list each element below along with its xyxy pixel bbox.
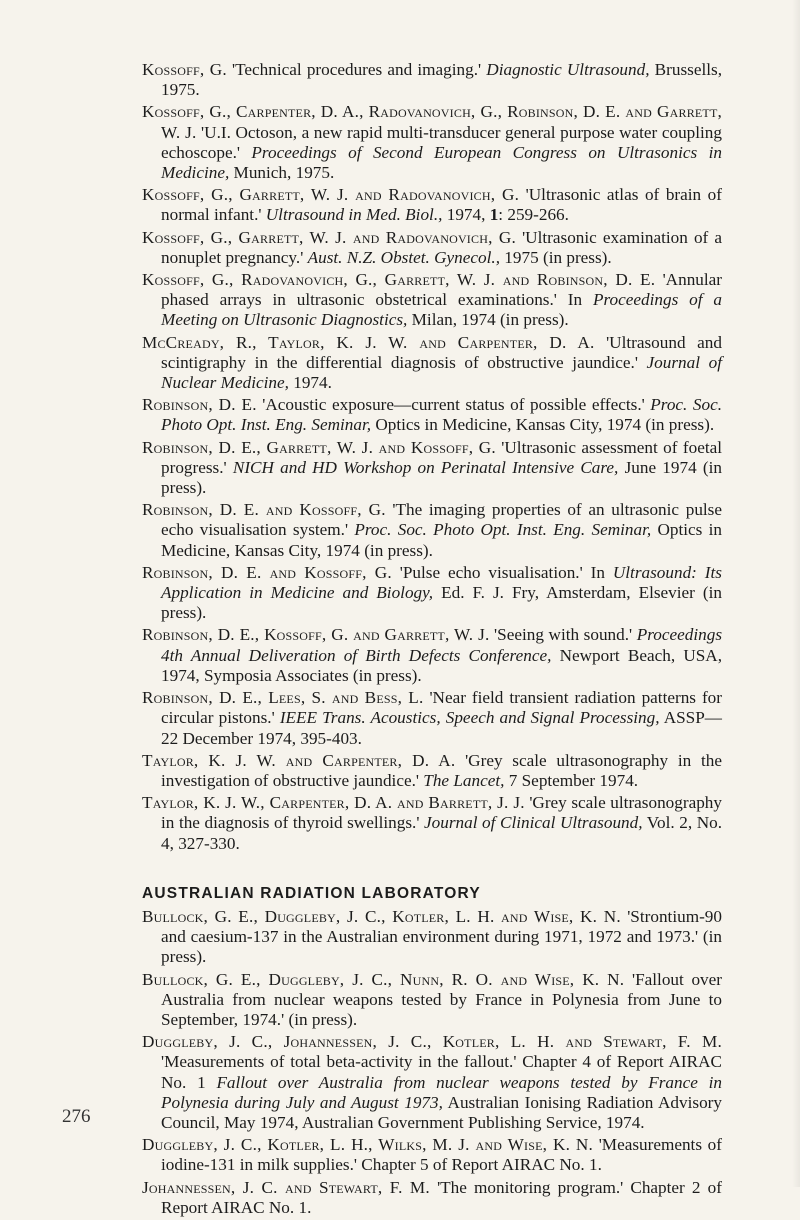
ref-source: Fallout over Australia from nuclear weapons tested by France in Polynesia during July and August 1973, <box>161 1072 722 1112</box>
ref-source: Proc. Soc. Photo Opt. Inst. Eng. Seminar, <box>354 520 652 540</box>
ref-details: ASSP—22 December 1974, 395-403. <box>161 708 722 748</box>
reference-entry <box>142 395 722 435</box>
ref-source: Proc. Soc. Photo Opt. Inst. Eng. Seminar, <box>161 395 723 435</box>
ref-text: 'Grey scale ultrasonography in the diagnosis of thyroid swellings.' <box>161 793 722 833</box>
reference-entry <box>142 228 722 268</box>
ref-details: Australian Ionising Radiation Advisory Council, May 1974, Australian Government Publishing Service, 1974. <box>161 1092 722 1132</box>
ref-authors: Duggleby, J. C., Kotler, L. H., Wilks, M. J. and Wise, K. N. <box>142 1135 594 1155</box>
reference-entry <box>142 333 722 394</box>
ref-text: 'Near field transient radiation patterns for circular pistons.' <box>161 688 722 728</box>
ref-text: 'The monitoring program.' Chapter 2 of Report AIRAC No. 1. <box>161 1177 722 1217</box>
ref-authors: Kossoff, G., Radovanovich, G., Garrett, W. J. and Robinson, D. E. <box>142 270 656 290</box>
reference-entry <box>142 102 722 183</box>
ref-text: 'Measurements of total beta-activity in the fallout.' Chapter 4 of Report AIRAC No. 1 <box>161 1052 722 1092</box>
ref-details: Newport Beach, USA, 1974, Symposia Associates (in press). <box>161 645 722 685</box>
ref-authors: McCready, R., Taylor, K. J. W. and Carpenter, D. A. <box>142 332 595 352</box>
ref-source: Journal of Clinical Ultrasound, <box>424 813 643 833</box>
reference-entry <box>142 438 722 499</box>
ref-text: 'U.I. Octoson, a new rapid multi-transducer general purpose water coupling echoscope.' <box>161 122 722 162</box>
ref-authors: Robinson, D. E. and Kossoff, G. <box>142 562 392 582</box>
ref-authors: Kossoff, G., Carpenter, D. A., Radovanovich, G., Robinson, D. E. and Garrett, W. J. <box>142 102 722 142</box>
page-number: 276 <box>62 1106 91 1127</box>
ref-text: 'Annular phased arrays in ultrasonic obstetrical examinations.' In <box>161 270 723 310</box>
ref-details: Brussells, 1975. <box>161 60 722 100</box>
ref-text: 'Technical procedures and imaging.' <box>226 60 487 79</box>
ref-source: Proceedings of Second European Congress on Ultrasonics in Medicine, <box>161 142 722 183</box>
ref-source: Proceedings of a Meeting on Ultrasonic Diagnostics, <box>161 290 722 330</box>
reference-entry <box>142 625 722 686</box>
ref-authors: Robinson, D. E. <box>142 395 257 415</box>
ref-text: 'Strontium-90 and caesium-137 in the Australian environment during 1971, 1972 and 1973.' (in press). <box>161 906 722 967</box>
ref-details: Munich, 1975. <box>229 163 335 183</box>
ref-text: 'Pulse echo visualisation.' In <box>391 562 613 582</box>
ref-source: Aust. N.Z. Obstet. Gynecol., <box>307 247 500 267</box>
ref-text: 'Seeing with sound.' <box>489 625 637 645</box>
ref-authors: Taylor, K. J. W., Carpenter, D. A. and Barrett, J. J. <box>142 793 525 813</box>
ref-details: Optics in Medicine, Kansas City, 1974 (in press). <box>371 415 715 435</box>
ref-authors: Robinson, D. E. and Kossoff, G. <box>142 500 386 520</box>
ref-source: Proceedings 4th Annual Deliveration of Birth Defects Conference, <box>161 625 723 665</box>
ref-authors: Taylor, K. J. W. and Carpenter, D. A. <box>142 750 456 770</box>
reference-entry <box>142 907 722 968</box>
ref-source: The Lancet, <box>423 770 505 790</box>
reference-entry <box>142 500 722 561</box>
ref-volume: 1 <box>489 205 499 225</box>
reference-entry <box>142 1032 722 1133</box>
ref-text: 'Measurements of iodine-131 in milk supplies.' Chapter 5 of Report AIRAC No. 1. <box>161 1135 722 1175</box>
ref-text: 'The imaging properties of an ultrasonic pulse echo visualisation system.' <box>161 500 723 540</box>
ref-source: Diagnostic Ultrasound, <box>486 60 650 79</box>
ref-authors: Robinson, D. E., Garrett, W. J. and Kossoff, G. <box>142 437 496 457</box>
reference-entry <box>142 688 722 749</box>
ref-source: NICH and HD Workshop on Perinatal Intensive Care, <box>232 457 619 477</box>
reference-group-1 <box>142 60 722 854</box>
ref-details: Milan, 1974 (in press). <box>407 310 569 330</box>
ref-text: 'Fallout over Australia from nuclear weapons tested by France in Polynesia from June to September, 1974.' (in press). <box>161 969 722 1029</box>
ref-details: 7 September 1974. <box>504 770 639 790</box>
ref-authors: Johannessen, J. C. and Stewart, F. M. <box>142 1177 430 1197</box>
reference-entry <box>142 751 722 791</box>
ref-text: 'Grey scale ultrasonography in the investigation of obstructive jaundice.' <box>161 750 723 790</box>
ref-text: 'Ultrasonic assessment of foetal progress.' <box>161 437 723 477</box>
ref-details: Ed. F. J. Fry, Amsterdam, Elsevier (in press). <box>161 583 722 623</box>
ref-details: 1974. <box>288 373 332 393</box>
section-heading: AUSTRALIAN RADIATION LABORATORY <box>142 884 481 902</box>
reference-entry <box>142 793 722 854</box>
ref-authors: Kossoff, G. <box>142 60 227 79</box>
reference-entry <box>142 1178 722 1218</box>
ref-source: IEEE Trans. Acoustics, Speech and Signal Processing, <box>279 708 660 728</box>
ref-text: 'Ultrasonic examination of a nonuplet pregnancy.' <box>161 227 722 267</box>
ref-details: Optics in Medicine, Kansas City, 1974 (in press). <box>161 520 722 560</box>
ref-details: 1974, <box>442 205 490 225</box>
ref-details: 1975 (in press). <box>500 247 612 267</box>
ref-text: 'Ultrasonic atlas of brain of normal infant.' <box>161 185 723 225</box>
ref-text: 'Acoustic exposure—current status of possible effects.' <box>256 395 651 415</box>
ref-authors: Duggleby, J. C., Johannessen, J. C., Kotler, L. H. and Stewart, F. M. <box>142 1032 722 1052</box>
page-edge-shadow <box>792 0 800 1187</box>
ref-details: Vol. 2, No. 4, 327-330. <box>161 813 722 853</box>
reference-entry <box>142 1135 722 1175</box>
ref-source: Journal of Nuclear Medicine, <box>161 352 722 393</box>
reference-list <box>142 60 722 1220</box>
ref-source: Ultrasound in Med. Biol., <box>265 205 443 225</box>
ref-authors: Bullock, G. E., Duggleby, J. C., Nunn, R. O. and Wise, K. N. <box>142 969 625 989</box>
reference-entry <box>142 970 722 1031</box>
ref-source: Ultrasound: Its Application in Medicine and Biology, <box>161 562 722 603</box>
reference-group-2 <box>142 907 722 1218</box>
ref-authors: Kossoff, G., Garrett, W. J. and Radovanovich, G. <box>142 227 516 247</box>
ref-authors: Bullock, G. E., Duggleby, J. C., Kotler, L. H. and Wise, K. N. <box>142 906 621 926</box>
ref-authors: Robinson, D. E., Lees, S. and Bess, L. <box>142 688 424 708</box>
reference-entry <box>142 60 722 100</box>
ref-authors: Robinson, D. E., Kossoff, G. and Garrett, W. J. <box>142 625 490 645</box>
reference-entry <box>142 270 722 331</box>
reference-entry <box>142 563 722 624</box>
ref-pages: : 259-266. <box>498 205 569 225</box>
ref-details: June 1974 (in press). <box>161 457 722 498</box>
ref-authors: Kossoff, G., Garrett, W. J. and Radovanovich, G. <box>142 185 520 205</box>
ref-text: 'Ultrasound and scintigraphy in the differential diagnosis of obstructive jaundice.' <box>161 332 722 372</box>
reference-entry <box>142 185 722 225</box>
